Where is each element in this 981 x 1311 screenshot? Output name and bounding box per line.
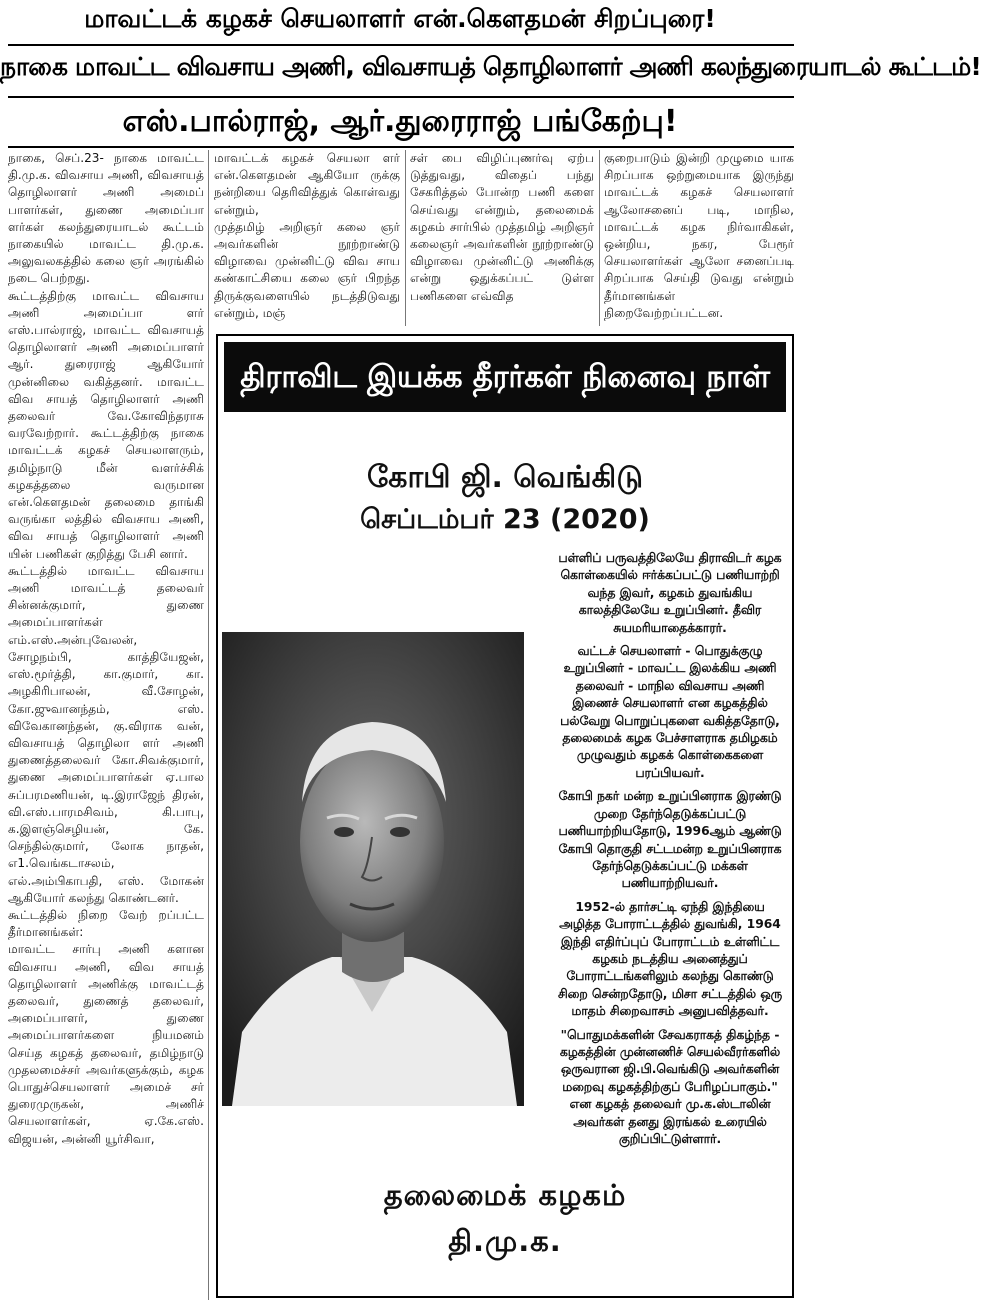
article-column-2 [214, 150, 400, 322]
signature-party: தி.மு.க. [448, 1224, 562, 1258]
column-rule [405, 150, 406, 326]
paragraph: குறைபாடும் இன்றி முழுமை யாக சிறப்பாக ஒற்றுமையாக இருந்து மாவட்டக் கழகச் செயலாளர் ஆலோசனைப் படி, மாநில, மாவட்டக் கழக நிர்வாகிகள், ஒன்றிய, நகர, பேரூர் செயலாளர்கள் ஆலோ சனைப்படி சிறப்பாக செய்தி டுவது என்றும் தீர்மானங்கள் நிறைவேற்றப்பட்டன. [604, 151, 794, 320]
divider [8, 146, 794, 148]
memorial-bio [554, 550, 786, 1154]
paragraph: நாகை, செப்.23- நாகை மாவட்ட தி.மு.க. விவசாய அணி, விவசாயத் தொழிலாளர் அணி அமைப் பாளர்கள், துணை அமைப்பா ளர்கள் கலந்துரையாடல் கூட்டம் நாகையில் மாவட்ட தி.மு.க. அலுவலகத்தில் கலை ஞர் அரங்கில் நடை பெற்றது. [8, 151, 204, 286]
bio-paragraph: வட்டச் செயலாளர் - பொதுக்குழு உறுப்பினர் - மாவட்ட இலக்கிய அணி தலைவர் - மாநில விவசாய அணி இணைச் செயலாளர் என கழகத்தில் பல்வேறு பொறுப்புகளை வகித்ததோடு, தலைமைக் கழக பேச்சாளராக தமிழகம் முழுவதும் கழகக் கொள்கைகளை பரப்பியவர். [560, 644, 780, 780]
paragraph: கூட்டத்திற்கு மாவட்ட விவசாய அணி அமைப்பா ளர் எஸ்.பால்ராஜ், மாவட்ட விவசாயத் தொழிலாளர் அணி அமைப்பாளர் ஆர். துரைராஜ் ஆகியோர் முன்னிலை வகித்தனர். மாவட்ட விவ சாயத் தொழிலாளர் அணி தலைவர் வே.கோவிந்தராசு வரவேற்றார். கூட்டத்திற்கு நாகை மாவட்டக் கழகச் செயலாளரும், தமிழ்நாடு மீன் வளர்ச்சிக் கழகத்தலை வருமான என்.கௌதமன் தலைமை தாங்கி வருங்கா லத்தில் விவசாய அணி, விவ சாயத் தொழிலாளர் அணி யின் பணிகள் குறித்து பேசி னார். [8, 288, 204, 561]
paragraph: கூட்டத்தில் மாவட்ட விவசாய அணி மாவட்டத் தலைவர் சின்னக்குமார், துணை அமைப்பாளர்கள் எம்.எஸ்.அன்புவேலன், சோழநம்பி, காத்தியேஜன், எஸ்.மூர்த்தி, கா.குமார், கா. அழகிரிபாலன், வீ.சோழன், கோ.ஜுவானந்தம், எஸ். விவேகானந்தன், கு.விராக வன், விவசாயத் தொழிலா ளர் அணி துணைத்தலைவர் கோ.சிவக்குமார், துணை அமைப்பாளர்கள் ஏ.பால சுப்பரமணியன், டி.இராஜேந் திரன், வி.எஸ்.பாரமசிவம், கி.பாபு, க.இளஞ்செழியன், கே. செந்தில்குமார், லோக நாதன், எ1.வெங்கடாசலம், எல்.அம்பிகாபதி, எஸ். மோகன் ஆகியோர் கலந்து கொண்டனர். [8, 563, 204, 905]
article-column-1 [8, 150, 204, 1148]
headline-main: நாகை மாவட்ட விவசாய அணி, விவசாயத் தொழிலாளர் அணி கலந்துரையாடல் கூட்டம்! [0, 52, 981, 81]
divider [8, 96, 794, 98]
column-rule [599, 150, 600, 326]
bio-paragraph: கோபி நகர் மன்ற உறுப்பினராக இரண்டு முறை தேர்ந்தெடுக்கப்பட்டு பணியாற்றியதோடு, 1996ஆம் ஆண்டு கோபி தொகுதி சட்டமன்ற உறுப்பினராக தேர்ந்தெடுக்கப்பட்டு மக்கள் பணியாற்றியவர். [558, 789, 782, 891]
paragraph: கூட்டத்தில் நிறை வேற் றப்பட்ட தீர்மானங்கள்: [8, 907, 204, 940]
paragraph: சள் பை விழிப்புணர்வு ஏற்ப டுத்துவது, விதைப் பந்து சேகரித்தல் போன்ற பணி களை செய்வது என்றும், தலைமைக் கழகம் சார்பில் முத்தமிழ் அறிஞர் கலைஞர் அவர்களின் நூற்றாண்டு விழாவை முன்னிட்டு அணிக்கு என்று ஒதுக்கப்பட் டுள்ள பணிகளை எவ்வித [410, 151, 594, 303]
divider [8, 44, 794, 46]
article-column-3 [410, 150, 594, 305]
memorial-box [216, 334, 794, 1298]
bio-paragraph: பள்ளிப் பருவத்திலேயே திராவிடர் கழக கொள்கையில் ஈர்க்கப்பட்டு பணியாற்றி வந்த இவர், கழகம் துவங்கிய காலத்திலேயே உறுப்பினர். தீவிர சுயமரியாதைக்காரர். [558, 551, 782, 635]
headline-sub: எஸ்.பால்ராஜ், ஆர்.துரைராஜ் பங்கேற்பு! [122, 104, 678, 139]
signature-org: தலைமைக் கழகம் [383, 1178, 627, 1212]
headline-kicker: மாவட்டக் கழகச் செயலாளர் என்.கௌதமன் சிறப்புரை! [84, 4, 716, 33]
memorial-banner: திராவிட இயக்க தீரர்கள் நினைவு நாள் [224, 342, 786, 412]
column-rule [208, 150, 209, 1300]
paragraph: முத்தமிழ் அறிஞர் கலை ஞர் அவர்களின் நூற்றாண்டு விழாவை முன்னிட்டு விவ சாய கண்காட்சியை கலை ஞர் பிறந்த திருக்குவளையில் நடத்திடுவது என்றும், மஞ் [214, 219, 400, 320]
article-column-4 [604, 150, 794, 322]
memorial-name: கோபி ஜி. வெங்கிடு [366, 460, 643, 495]
paragraph: மாவட்ட சார்பு அணி களான விவசாய அணி, விவ சாயத் தொழிலாளர் அணிக்கு மாவட்டத் தலைவர், துணைத் தலைவர், அமைப்பாளர், துணை அமைப்பாளர்களை நியமனம் செய்த கழகத் தலைவர், தமிழ்நாடு முதலமைச்சர் அவர்களுக்கும், கழக பொதுச்செயலாளர் அமைச் சர் துரைமுருகன், அணிச் செயலாளர்கள், ஏ.கே.எஸ். விஜயன், அன்னி யூர்சிவா, [8, 942, 204, 1146]
bio-paragraph: "பொதுமக்களின் சேவகராகத் திகழ்ந்த - கழகத்தின் முன்னணிச் செயல்வீரர்களில் ஒருவரான ஜி.பி.வெங்கிடு அவர்களின் மறைவு கழகத்திற்குப் பேரிழப்பாகும்." என கழகத் தலைவர் மு.க.ஸ்டாலின் அவர்கள் தனது இரங்கல் உரையில் குறிப்பிட்டுள்ளார். [559, 1027, 781, 1146]
bio-paragraph: 1952-ல் தார்சட்டி ஏந்தி இந்தியை அழித்த போராட்டத்தில் துவங்கி, 1964 இந்தி எதிர்ப்புப் போராட்டம் உள்ளிட்ட கழகம் நடத்திய அனைத்துப் போராட்டங்களிலும் கலந்து கொண்டு சிறை சென்றதோடு, மிசா சட்டத்தில் ஒரு மாதம் சிறைவாசம் அனுபவித்தவர். [558, 899, 782, 1019]
paragraph: மாவட்டக் கழகச் செயலா ளர் என்.கௌதமன் ஆகியோ ருக்கு நன்றியை தெரிவித்துக் கொள்வது என்றும், [214, 151, 400, 217]
portrait-photo [222, 632, 524, 1106]
memorial-date: செப்டம்பர் 23 (2020) [360, 504, 650, 535]
